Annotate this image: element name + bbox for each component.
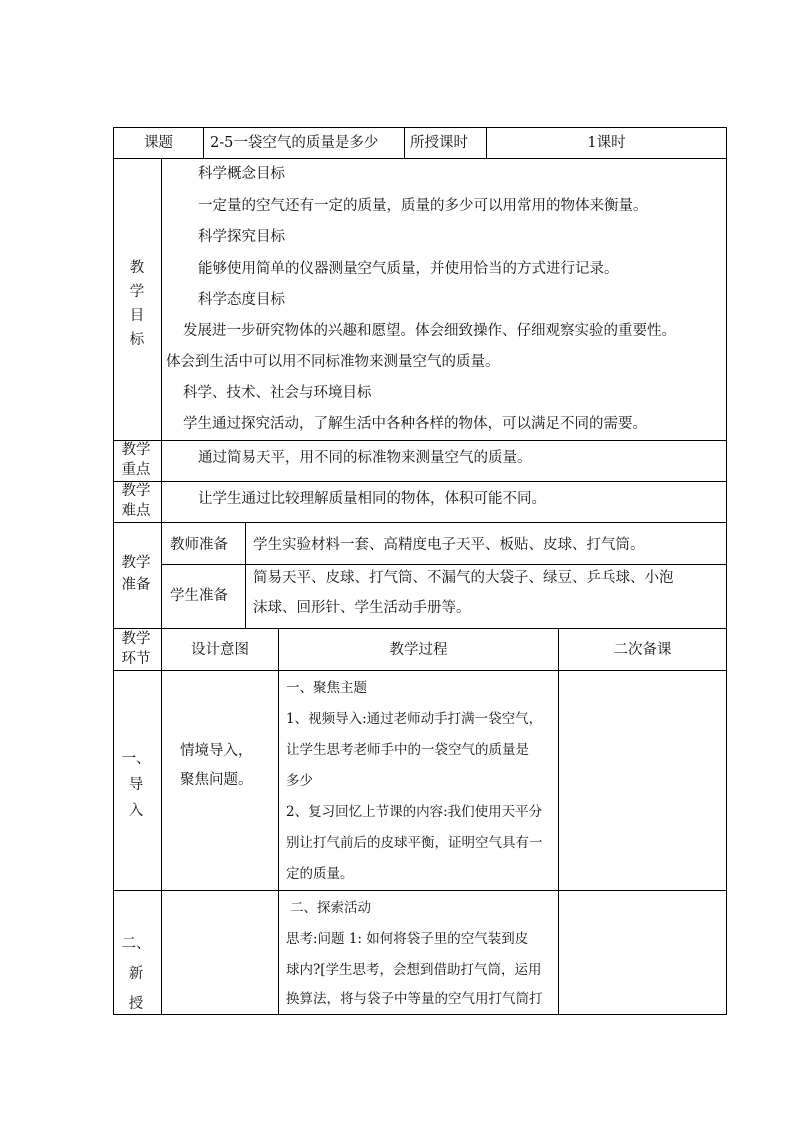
- section2-process-line: 思考:问题 1: 如何将袋子里的空气装到皮: [286, 931, 529, 947]
- stage-header-label: 教学 环节: [121, 631, 151, 667]
- row-divider: [113, 670, 727, 671]
- goal-line: 能够使用简单的仪器测量空气质量，并使用恰当的方式进行记录。: [198, 261, 619, 277]
- section1-intent-line: 情境导入，: [180, 743, 253, 759]
- goal-line: 科学态度目标: [198, 292, 285, 308]
- table-border: [726, 127, 727, 1015]
- topic-label: 课题: [144, 135, 173, 151]
- section1-process-line: 1、视频导入:通过老师动手打满一袋空气，: [286, 711, 543, 727]
- goal-line: 科学、技术、社会与环境目标: [183, 385, 372, 401]
- difficulty-label: 教学 难点: [121, 483, 151, 519]
- goal-line: 学生通过探究活动，了解生活中各种各样的物体，可以满足不同的需要。: [183, 416, 647, 432]
- row-divider: [113, 481, 727, 482]
- second-prep-header: 二次备课: [613, 642, 672, 658]
- row-divider: [113, 158, 727, 159]
- student-prep-line: 沫球、回形针、学生活动手册等。: [253, 600, 471, 616]
- col-divider: [203, 127, 204, 159]
- section1-process-line: 让学生思考老师手中的一袋空气的质量是: [286, 742, 529, 758]
- goals-label: 教 学 目 标: [129, 260, 145, 348]
- key-point-label: 教学 重点: [121, 442, 151, 478]
- goal-line: 发展进一步研究物体的兴趣和愿望。体会细致操作、仔细观察实验的重要性。: [183, 323, 676, 339]
- table-border: [113, 1014, 727, 1015]
- col-divider: [161, 158, 162, 1015]
- preparation-label: 教学 准备: [121, 555, 151, 593]
- hours-value: 1课时: [587, 135, 626, 151]
- goal-line: 一定量的空气还有一定的质量，质量的多少可以用常用的物体来衡量。: [198, 198, 648, 214]
- section2-process-line: 球内?[学生思考，会想到借助打气筒，运用: [286, 962, 542, 978]
- hours-label: 所授课时: [410, 135, 468, 151]
- topic-value: 2-5一袋空气的质量是多少: [210, 135, 379, 151]
- goal-line: 体会到生活中可以用不同标准物来测量空气的质量。: [166, 354, 500, 370]
- section1-process-line: 别让打气前后的皮球平衡，证明空气具有一: [286, 835, 543, 851]
- table-border: [113, 127, 114, 1015]
- col-divider: [278, 628, 279, 1015]
- student-prep-label: 学生准备: [170, 588, 228, 604]
- teacher-prep-label: 教师准备: [170, 537, 228, 553]
- row-divider: [113, 628, 727, 629]
- col-divider: [404, 127, 405, 159]
- section1-process-line: 2、复习回忆上节课的内容:我们使用天平分: [286, 804, 543, 820]
- section2-process-line: 换算法，将与袋子中等量的空气用打气筒打: [286, 991, 543, 1007]
- section2-process-line: 二、探索活动: [290, 900, 371, 916]
- col-divider: [245, 522, 246, 629]
- goal-line: 科学探究目标: [198, 229, 285, 245]
- intent-header: 设计意图: [191, 642, 249, 658]
- section1-intent-line: 聚焦问题。: [180, 772, 253, 788]
- row-divider: [113, 440, 727, 441]
- section1-process-line: 多少: [286, 773, 313, 789]
- row-divider: [113, 890, 727, 891]
- section1-stage: 一、 导 入: [121, 751, 151, 819]
- section1-process-line: 一、聚焦主题: [286, 680, 367, 696]
- section1-process-line: 定的质量。: [286, 866, 354, 882]
- difficulty-text: 让学生通过比较理解质量相同的物体，体积可能不同。: [198, 491, 546, 507]
- table-border: [113, 127, 727, 128]
- process-header: 教学过程: [389, 642, 448, 658]
- goal-line: 科学概念目标: [198, 166, 285, 182]
- section2-stage: 二、 新 授: [121, 936, 151, 1012]
- row-divider: [113, 522, 727, 523]
- key-point-text: 通过简易天平，用不同的标准物来测量空气的质量。: [198, 450, 532, 466]
- student-prep-line: 简易天平、皮球、打气筒、不漏气的大袋子、绿豆、乒乓球、小泡: [253, 570, 674, 586]
- teacher-prep-text: 学生实验材料一套、高精度电子天平、板贴、皮球、打气筒。: [253, 537, 645, 553]
- col-divider: [558, 628, 559, 1015]
